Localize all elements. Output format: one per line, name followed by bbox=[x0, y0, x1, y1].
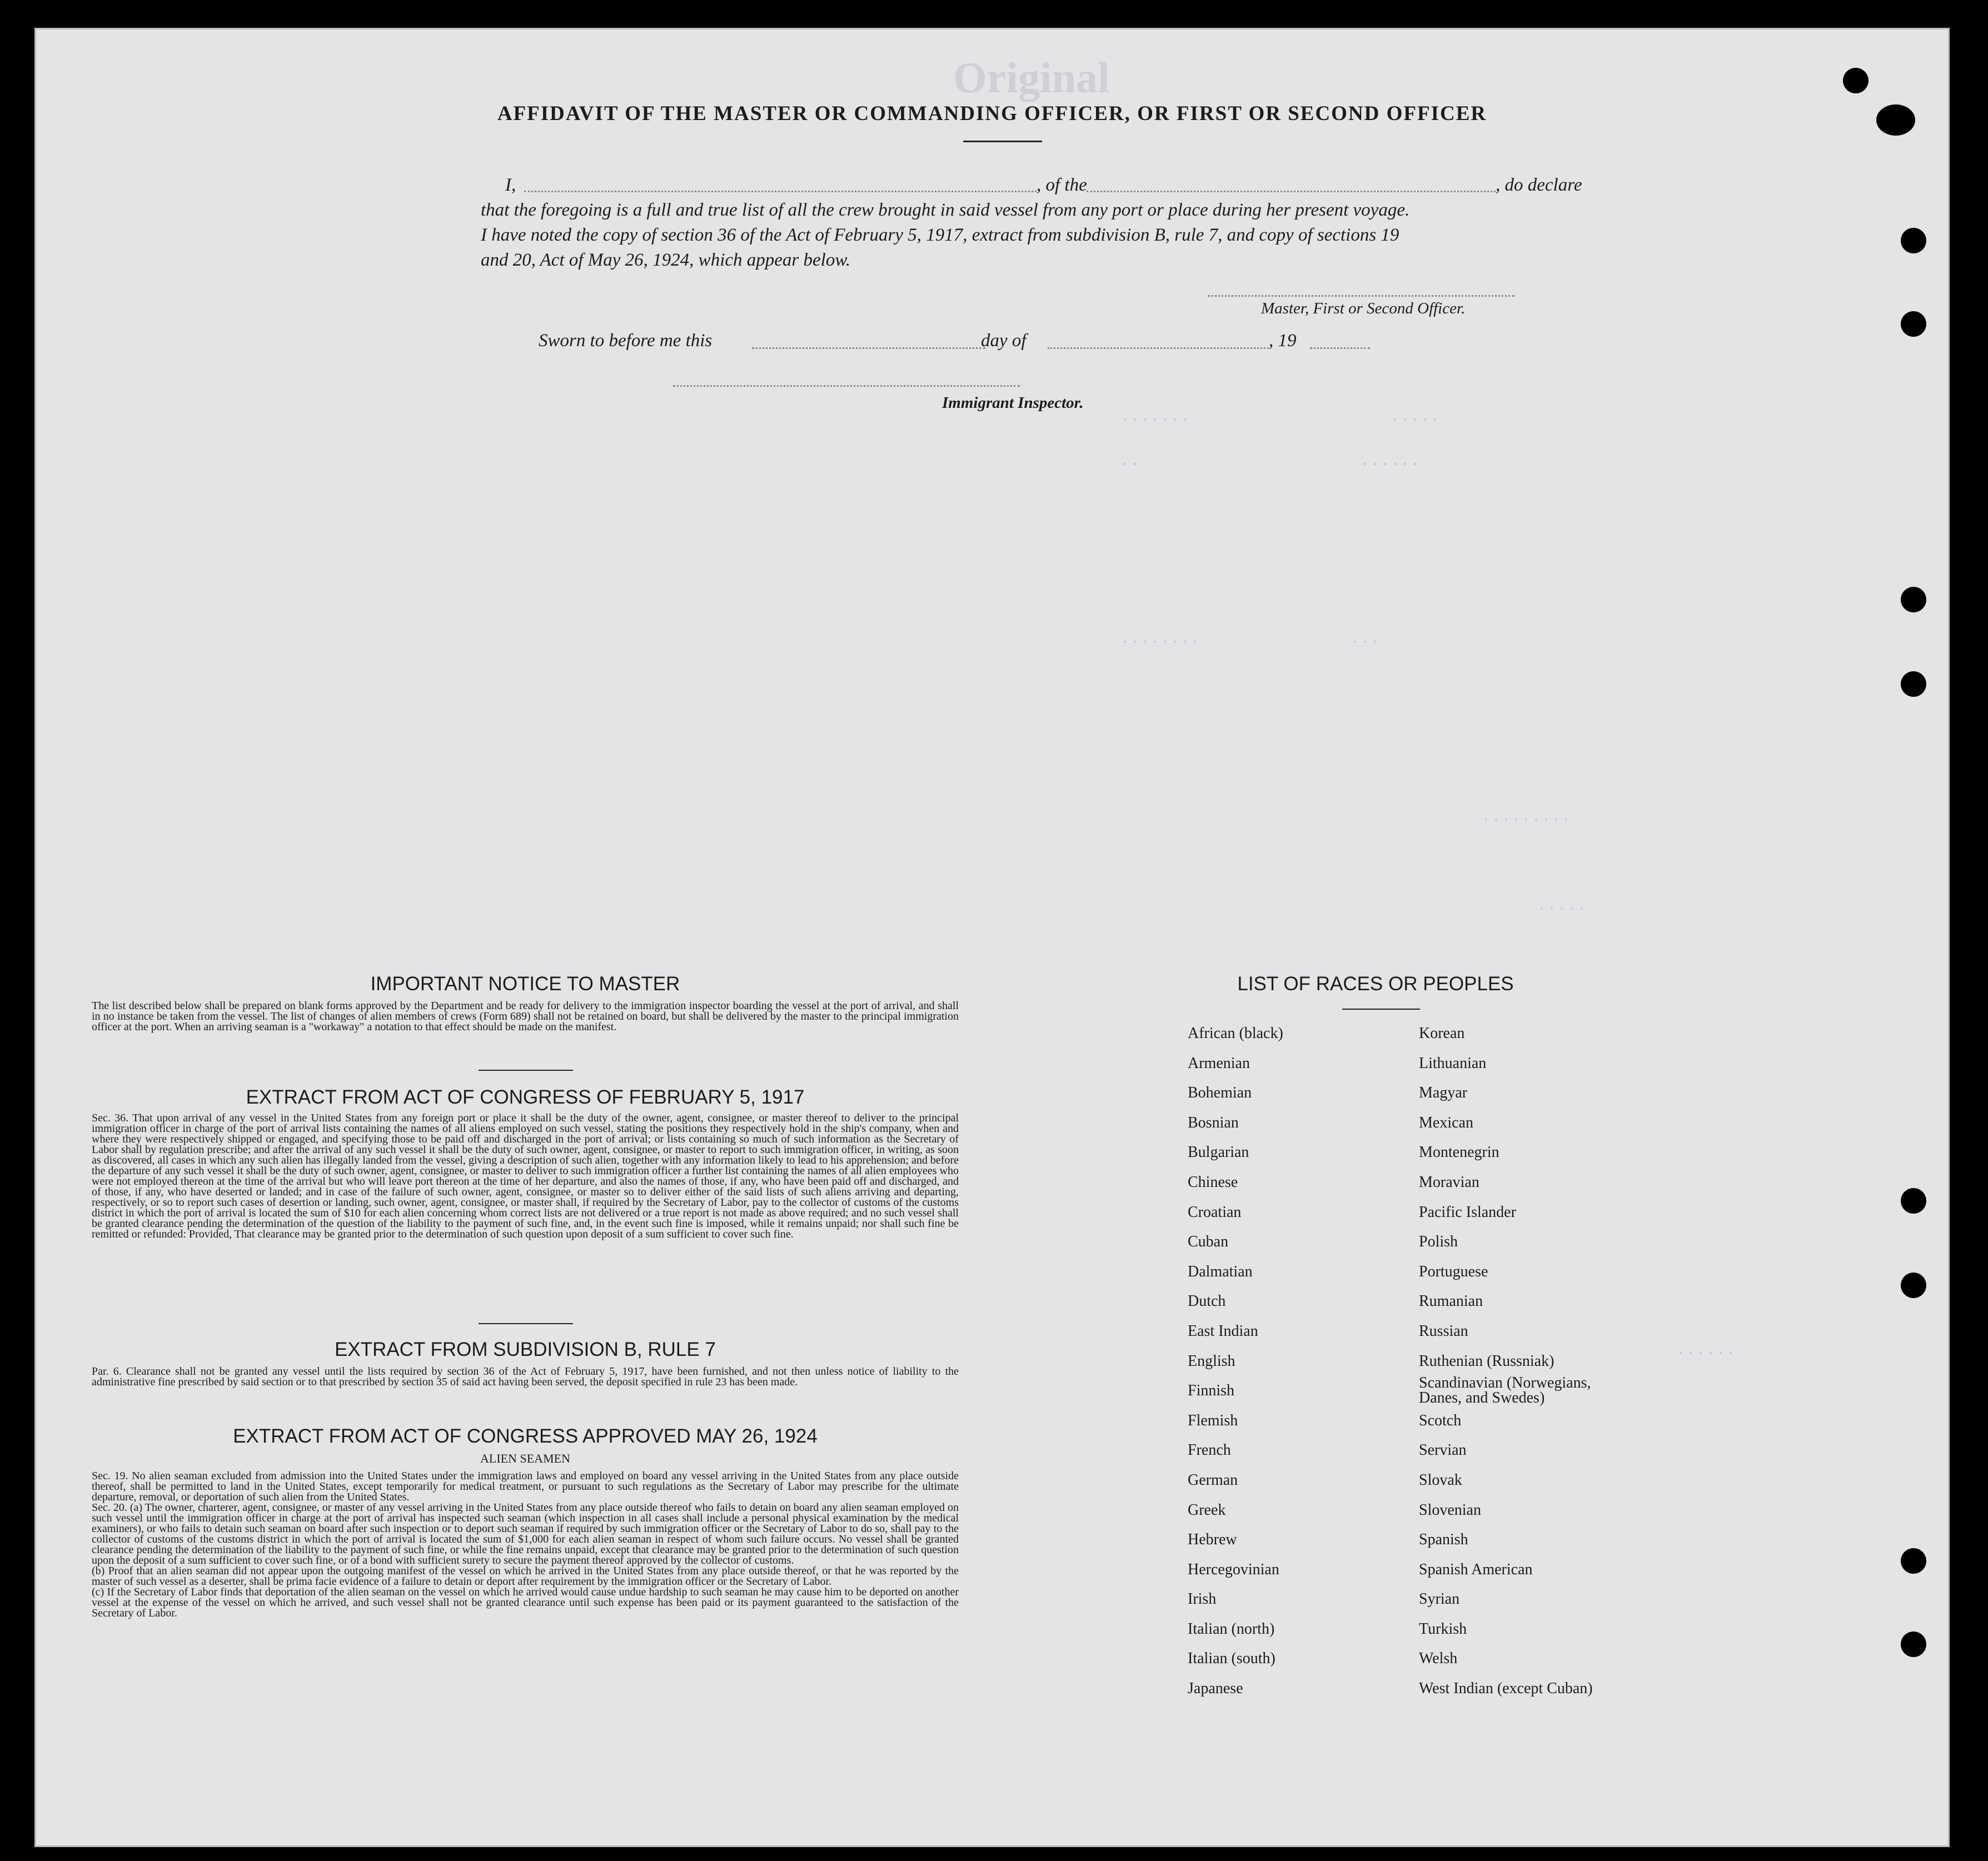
race-item: Finnish bbox=[1188, 1382, 1235, 1400]
punch-hole bbox=[1876, 104, 1915, 136]
bleed-through-stamp: Original bbox=[953, 53, 1110, 102]
race-item: German bbox=[1188, 1471, 1238, 1489]
sec-20b-paragraph: (b) Proof that an alien seaman did not appear upon the outgoing manifest of the vessel on which he arrived in the United States from any place outside thereof, or that he was reported by the master of such vessel as a deserter, shall be prima facie evidence of a failure to detain or deport after requirement by the immigration officer or the Secretary of Labor. bbox=[92, 1565, 959, 1588]
race-item: Portuguese bbox=[1419, 1263, 1488, 1280]
races-right-column bbox=[1419, 1019, 1608, 1704]
race-item: Pacific Islander bbox=[1419, 1203, 1516, 1221]
vessel-blank-line bbox=[1087, 191, 1496, 192]
race-item: Slovenian bbox=[1419, 1501, 1481, 1519]
notice-heading: IMPORTANT NOTICE TO MASTER bbox=[370, 973, 680, 995]
affidavit-line-2: that the foregoing is a full and true list of all the crew brought in said vessel from any port or place during her present voyage. bbox=[481, 200, 1410, 220]
races-heading: LIST OF RACES OR PEOPLES bbox=[1237, 973, 1514, 995]
race-item: Turkish bbox=[1419, 1620, 1467, 1638]
race-item: African (black) bbox=[1188, 1025, 1283, 1042]
sec-20a-paragraph: Sec. 20. (a) The owner, charterer, agent, consignee, or master of any vessel arriving in the United States from any place outside thereof who fails to detain on board any alien seaman employed on such vessel until the immigration officer in charge at the port of arrival has inspected such seaman (which inspection in all cases shall include a personal physical examination by the medical examiners), or who fails to detain such seaman on board after such inspection or to deport such seaman if required by such immigration officer or the Secretary of Labor to do so, shall pay to the collector of customs of the customs district in which the port of arrival is located the sum of $1,000 for each alien seaman in respect of whom such failure occurs. No vessel shall be granted clearance pending the determination of the liability to the payment of such fine, or while the fine remains unpaid, except that clearance may be granted prior to the determination of such question upon the deposit of a sum sufficient to cover such fine, or of a bond with sufficient surety to secure the payment thereof approved by the collector of customs. bbox=[92, 1501, 959, 1566]
master-signature-caption: Master, First or Second Officer. bbox=[1261, 300, 1466, 317]
sworn-label: Sworn to before me this bbox=[539, 331, 713, 351]
race-item: Chinese bbox=[1188, 1173, 1238, 1191]
race-item: Syrian bbox=[1419, 1590, 1460, 1608]
race-item: Bulgarian bbox=[1188, 1144, 1249, 1161]
race-item: Croatian bbox=[1188, 1203, 1242, 1221]
sworn-day-blank bbox=[752, 347, 985, 349]
race-item: Irish bbox=[1188, 1590, 1217, 1608]
race-item: Scandinavian (Norwegians, Danes, and Swedes) bbox=[1419, 1374, 1591, 1406]
affidavit-line-4: and 20, Act of May 26, 1924, which appear below. bbox=[481, 250, 851, 270]
race-item: Flemish bbox=[1188, 1411, 1238, 1429]
sec-20c-paragraph: (c) If the Secretary of Labor finds that deportation of the alien seaman on the vessel on which he arrived would cause undue hardship to such seaman he may cause him to be deported on another vessel at the expense of the vessel on which he arrived, and such vessel shall not be granted clearance until such expense has been paid or its payment guaranteed to the satisfaction of the Secretary of Labor. bbox=[92, 1586, 959, 1619]
punch-hole bbox=[1901, 311, 1926, 337]
punch-hole bbox=[1901, 1188, 1926, 1214]
race-item: Russian bbox=[1419, 1322, 1468, 1340]
punch-hole bbox=[1901, 1632, 1926, 1657]
race-item: Spanish American bbox=[1419, 1560, 1533, 1578]
race-item: Korean bbox=[1419, 1025, 1465, 1042]
race-item: Hebrew bbox=[1188, 1531, 1237, 1549]
notice-rule bbox=[479, 1070, 573, 1071]
race-item: Polish bbox=[1419, 1233, 1458, 1251]
punch-hole bbox=[1843, 68, 1869, 93]
race-item: Rumanian bbox=[1419, 1293, 1483, 1310]
race-item: Cuban bbox=[1188, 1233, 1229, 1251]
race-item: Armenian bbox=[1188, 1054, 1250, 1072]
year-blank bbox=[1310, 347, 1370, 349]
notice-text: The list described below shall be prepared on blank forms approved by the Department and be ready for delivery to the immigration inspector boarding the vessel at the port of arrival, and shall in no instance be taken from the vessel. The list of changes of alien members of crews (Form 689) shall not be retained on board, but shall be delivered by the master to the principal immigration officer at the port. When an arriving seaman is a "workaway" a notation to that effect should be made on the manifest. bbox=[92, 1000, 959, 1033]
race-item: French bbox=[1188, 1441, 1231, 1459]
race-item: Ruthenian (Russniak) bbox=[1419, 1352, 1554, 1370]
race-item: Bohemian bbox=[1188, 1084, 1252, 1102]
name-blank-line bbox=[524, 191, 1037, 192]
punch-hole bbox=[1901, 1548, 1926, 1574]
extract-1917-text: Sec. 36. That upon arrival of any vessel in the United States from any foreign port or place it shall be the duty of the owner, agent, consignee, or master thereof to deliver to the principal immigration officer in charge of the port of arrival lists containing the names of all aliens employed on such vessel, stating the positions they respectively hold in the ship's company, when and where they were respectively shipped or engaged, and specifying those to be paid off and discharged in the port of arrival; or lists containing so much of such information as the Secretary of Labor shall by regulation prescribe; and after the arrival of any such vessel it shall be the duty of such owner, agent, consignee, or master to report to such immigration officer, in writing, as soon as discovered, all cases in which any such alien has illegally landed from the vessel, giving a description of such alien, together with any information likely to lead to his apprehension; and before the departure of any such vessel it shall be the duty of such owner, agent, consignee, or master to deliver to such immigration officer a further list containing the names of all alien employees who were not employed thereon at the time of the arrival but who will leave port thereon at the time of her departure, and also the names of those, if any, who have been paid off and discharged, and of those, if any, who have deserted or landed; and in case of the failure of such owner, agent, consignee, or master so to deliver either of the said lists of such aliens arriving and departing, respectively, or so to report such cases of desertion or landing, such owner, agent, consignee, or master shall, if required by the Secretary of Labor, pay to the collector of customs of the customs district in which the port of arrival is located the sum of $10 for each alien concerning whom correct lists are not delivered or a true report is not made as above required; and no such vessel shall be granted clearance pending the determination of the question of the liability to the payment of such fine, and, in the event such fine is imposed, while it remains unpaid; nor shall such fine be remitted or refunded: Provided, That clearance may be granted prior to the determination of such question upon deposit of a sum sufficient to cover such fine. bbox=[92, 1112, 959, 1240]
affidavit-of-the: , of the bbox=[1037, 175, 1087, 195]
rule7-heading: EXTRACT FROM SUBDIVISION B, RULE 7 bbox=[335, 1339, 716, 1360]
race-item: Dalmatian bbox=[1188, 1263, 1253, 1280]
rule7-text: Par. 6. Clearance shall not be granted any vessel until the lists required by section 36 of the Act of February 5, 1917, have been furnished, and not then unless notice of liability to the administrative fine prescribed by said section or to that prescribed by section 35 of said act having been served, the deposit specified in rule 23 has been made. bbox=[92, 1365, 959, 1388]
extract-1924-text bbox=[92, 1471, 959, 1619]
race-item: Slovak bbox=[1419, 1471, 1462, 1489]
affidavit-i: I, bbox=[505, 175, 516, 195]
race-item: Spanish bbox=[1419, 1531, 1468, 1549]
punch-hole bbox=[1901, 587, 1926, 612]
race-item: Scotch bbox=[1419, 1411, 1462, 1429]
affidavit-line-3: I have noted the copy of section 36 of the Act of February 5, 1917, extract from subdivision B, rule 7, and copy of sections 19 bbox=[481, 225, 1399, 245]
race-item: Mexican bbox=[1419, 1114, 1473, 1131]
inspector-signature-line bbox=[673, 385, 1020, 387]
race-item: Moravian bbox=[1419, 1173, 1479, 1191]
day-of-label: day of bbox=[981, 331, 1027, 351]
title-rule bbox=[963, 141, 1042, 142]
sec-19-paragraph: Sec. 19. No alien seaman excluded from admission into the United States under the immigration laws and employed on board any vessel arriving in the United States from any place outside thereof, shall be permitted to land in the United States, except temporarily for medical treatment, or pursuant to such regulations as the Secretary of Labor may prescribe for the ultimate departure, removal, or deportation of such alien from the United States. bbox=[92, 1470, 959, 1503]
race-item: Hercegovinian bbox=[1188, 1560, 1279, 1578]
races-left-column bbox=[1188, 1019, 1283, 1704]
race-item: Greek bbox=[1188, 1501, 1226, 1519]
year-label: , 19 bbox=[1269, 331, 1297, 351]
race-item: Japanese bbox=[1188, 1680, 1243, 1698]
race-item: Dutch bbox=[1188, 1293, 1226, 1310]
race-item: East Indian bbox=[1188, 1322, 1258, 1340]
race-item: Bosnian bbox=[1188, 1114, 1239, 1131]
race-item: Servian bbox=[1419, 1441, 1467, 1459]
document-page: Original ....... ..... .. ...... ........ ... ......... ..... ...... AFFIDAVIT OF THE MASTER OR COMMANDING OFFICER, OR FIRST OR SECOND OFFICER I, , of the , do declare that the foregoing is a full and true list of all the crew brought in said vessel from any port or place during her present voyage. I have noted the copy of section 36 of the Act of February 5, 1917, extract from subdivision B, rule 7, and copy of sections 19 and 20, Act of May 26, 1924, which appear below. Master, First or Second Officer. Sworn to before me this day of , 19 Immigrant Inspector. IMPORTANT NOTICE TO MASTER The list described below shall be prepared on blank forms approved by the Department and be ready for delivery to the immigration inspector boarding the vessel at the port of arrival, and shall in no instance be taken from the vessel. The list of changes of alien members of crews (Form 689) shall not be retained on board, but shall be delivered by the master to the principal immigration officer at the port. When an arriving seaman is a "workaway" a notation to that effect should be made on the manifest. EXTRACT FROM ACT OF CONGRESS OF FEBRUARY 5, 1917 Sec. 36. That upon arrival of any vessel in the United States from any foreign port or place it shall be the duty of the owner, agent, consignee, or master thereof to deliver to the principal immigration officer in charge of the port of arrival lists containing the names of all aliens employed on such vessel, stating the positions they respectively hold in the ship's company, when and where they were respectively shipped or engaged, and specifying those to be paid off and discharged in the port of arrival; or lists containing so much of such information as the Secretary of Labor shall by regulation prescribe; and after the arrival of any such vessel it shall be the duty of such owner, agent, consignee, or master to report to such immigration officer, in writing, as soon as discovered, all cases in which any such alien has illegally landed from the vessel, giving a description of such alien, together with any information likely to lead to his apprehension; and before the departure of any such vessel it shall be the duty of such owner, agent, consignee, or master to deliver to such immigration officer a further list containing the names of all alien employees who were not employed thereon at the time of the arrival but who will leave port thereon at the time of her departure, and also the names of those, if any, who have been paid off and discharged, and of those, if any, who have deserted or landed; and in case of the failure of such owner, agent, consignee, or master so to deliver either of the said lists of such aliens arriving and departing, respectively, or so to report such cases of desertion or landing, such owner, agent, consignee, or master shall, if required by the Secretary of Labor, pay to the collector of customs of the customs district in which the port of arrival is located the sum of $10 for each alien concerning whom correct lists are not delivered or a true report is not made as above required; and no such vessel shall be granted clearance pending the determination of the question of the liability to the payment of such fine, and, in the event such fine is imposed, while it remains unpaid; nor shall such fine be remitted or refunded: Provided, That clearance may be granted prior to the determination of such question upon deposit of a sum sufficient to cover such fine. EXTRACT FROM SUBDIVISION B, RULE 7 Par. 6. Clearance shall not be granted any vessel until the lists required by section 36 of the Act of February 5, 1917, have been furnished, and not then unless notice of liability to the administrative fine prescribed by said section or to that prescribed by section 35 of said act having been served, the deposit specified in rule 23 has been made. EXTRACT FROM ACT OF CONGRESS APPROVED MAY 26, 1924 ALIEN SEAMEN Sec. 19. No alien seaman excluded from admission into the United States under the immigration laws and employed on board any vessel arriving in the United States from any place outside thereof, shall be permitted to land in the United States, except temporarily for medical treatment, or pursuant to such regulations as the Secretary of Labor may prescribe for the ultimate departure, removal, or deportation of such alien from the United States. Sec. 20. (a) The owner, charterer, agent, consignee, or master of any vessel arriving in the United States from any place outside thereof who fails to detain on board any alien seaman employed on such vessel until the immigration officer in charge at the port of arrival has inspected such seaman (which inspection in all cases shall include a personal physical examination by the medical examiners), or who fails to detain such seaman on board after such inspection or to deport such seaman if required by such immigration officer or the Secretary of Labor to do so, shall pay to the collector of customs of the customs district in which the port of arrival is located the sum of $1,000 for each alien seaman in respect of whom such failure occurs. No vessel shall be granted clearance pending the determination of the liability to the payment of such fine, or while the fine remains unpaid, except that clearance may be granted prior to the determination of such question upon the deposit of a sum sufficient to cover such fine, or of a bond with sufficient surety to secure the payment thereof approved by the collector of customs. (b) Proof that an alien seaman did not appear upon the outgoing manifest of the vessel on which he arrived in the United States from any place outside thereof, or that he was reported by the master of such vessel as a deserter, shall be prima facie evidence of a failure to detain or deport after requirement by the immigration officer or the Secretary of Labor. (c) If the Secretary of Labor finds that deportation of the alien seaman on the vessel on which he arrived would cause undue hardship to such seaman he may cause him to be deported on another vessel at the expense of the vessel on which he arrived, and such vessel shall not be granted clearance until such expense has been paid or its payment guaranteed to the satisfaction of the Secretary of Labor. LIST OF RACES OR PEOPLES African (black) Armenian Bohemian Bosnian Bulgarian Chinese Croatian Cuban Dalmatian Dutch East Indian English Finnish Flemish French German Greek Hebrew Hercegovinian Irish Italian (north) Italian (south) Japanese Korean Lithuanian Magyar Mexican Montenegrin Moravian Pacific Islander Polish Portuguese Rumanian Russian Ruthenian (Russniak) Scandinavian (Norwegians, Danes, and Swedes) Scotch Servian Slovak Slovenian Spanish Spanish American Syrian Turkish Welsh West Indian (except Cuban) bbox=[34, 28, 1950, 1847]
extract-1917-heading: EXTRACT FROM ACT OF CONGRESS OF FEBRUARY 5, 1917 bbox=[246, 1086, 805, 1108]
race-item: Italian (north) bbox=[1188, 1620, 1275, 1638]
race-item: Italian (south) bbox=[1188, 1650, 1275, 1668]
punch-hole bbox=[1901, 1273, 1926, 1298]
extract-1924-heading: EXTRACT FROM ACT OF CONGRESS APPROVED MAY 26, 1924 bbox=[233, 1425, 818, 1447]
alien-seamen-subheading: ALIEN SEAMEN bbox=[480, 1451, 570, 1465]
race-item: Lithuanian bbox=[1419, 1054, 1487, 1072]
inspector-caption: Immigrant Inspector. bbox=[942, 394, 1084, 412]
race-item: Magyar bbox=[1419, 1084, 1468, 1102]
extract-1917-rule bbox=[479, 1323, 573, 1324]
punch-hole bbox=[1901, 228, 1926, 253]
races-rule bbox=[1342, 1009, 1420, 1010]
race-item: English bbox=[1188, 1352, 1235, 1370]
sworn-month-blank bbox=[1048, 347, 1269, 349]
race-item: Montenegrin bbox=[1419, 1144, 1499, 1161]
race-item: Welsh bbox=[1419, 1650, 1458, 1668]
punch-hole bbox=[1901, 671, 1926, 697]
page-title: AFFIDAVIT OF THE MASTER OR COMMANDING OFFICER, OR FIRST OR SECOND OFFICER bbox=[497, 102, 1487, 125]
race-item: West Indian (except Cuban) bbox=[1419, 1680, 1593, 1698]
affidavit-do-declare: , do declare bbox=[1496, 175, 1582, 195]
